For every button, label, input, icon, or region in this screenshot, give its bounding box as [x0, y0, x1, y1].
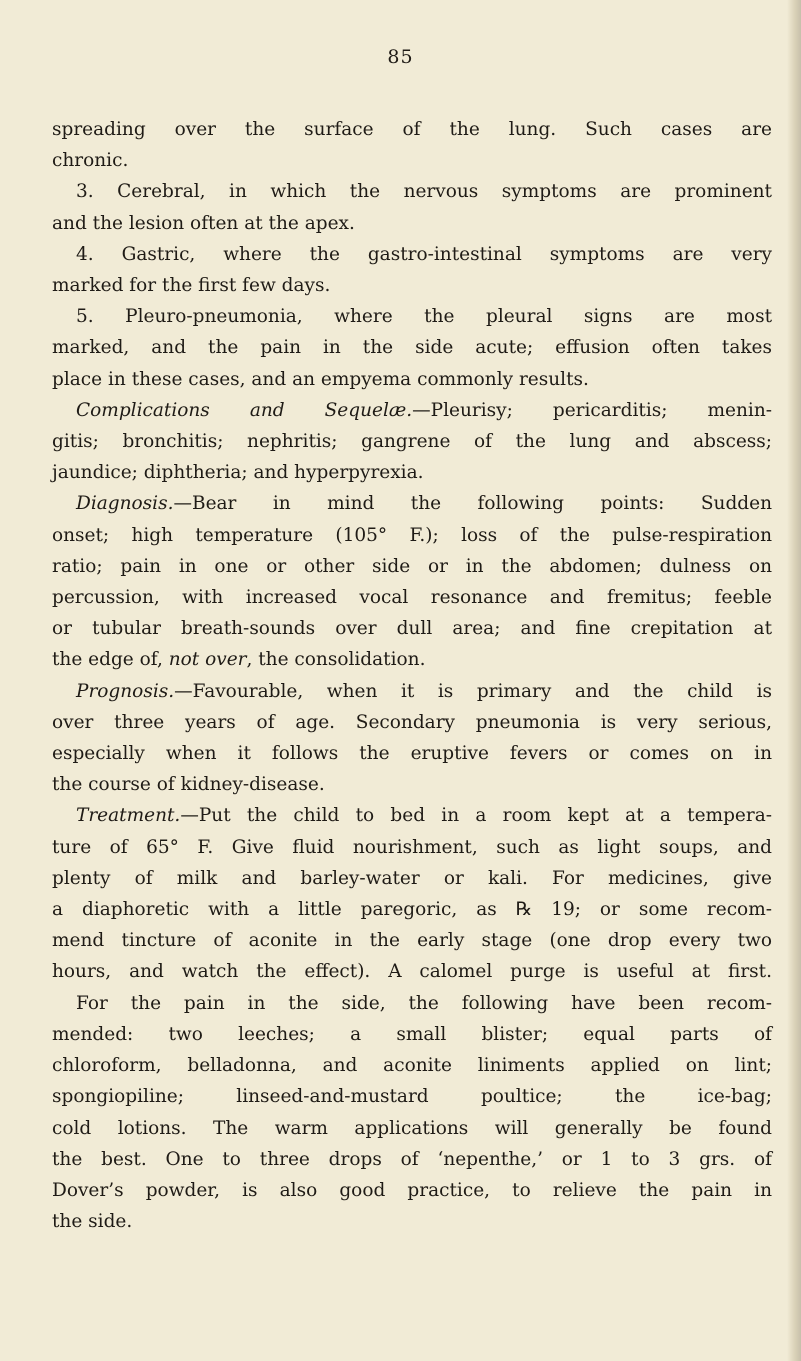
- section-heading-complications: Complications and Sequelæ.: [76, 399, 413, 421]
- text-line: mended: two leeches; a small blister; equal parts of: [52, 1023, 772, 1045]
- text-line: or tubular breath-sounds over dull area; and fine crepitation at: [52, 618, 772, 640]
- text-line: 4. Gastric, where the gastro-intestinal symptoms are very: [76, 243, 772, 265]
- section-heading-diagnosis: Diagnosis.: [76, 493, 174, 515]
- page-number: 85: [387, 46, 414, 68]
- text-line: place in these cases, and an empyema commonly results.: [52, 368, 589, 390]
- text-line: the edge of, not over, the consolidation.: [52, 649, 426, 671]
- text-line: spreading over the surface of the lung. Such cases are: [52, 119, 772, 140]
- text-line: 5. Pleuro-pneumonia, where the pleural signs are most: [76, 306, 772, 328]
- text-line: percussion, with increased vocal resonance and fremitus; feeble: [52, 587, 772, 609]
- text-line: For the pain in the side, the following have been recom-: [76, 992, 772, 1014]
- text-line: chronic.: [52, 150, 129, 172]
- text-line: Treatment.—Put the child to bed in a room kept at a tempera-: [76, 805, 772, 827]
- text-line: jaundice; diphtheria; and hyperpyrexia.: [52, 462, 424, 484]
- text-line: onset; high temperature (105° F.); loss of the pulse-respiration: [52, 524, 772, 546]
- text-line: hours, and watch the effect). A calomel purge is useful at first.: [52, 961, 772, 983]
- text-line: spongiopiline; linseed-and-mustard poultice; the ice-bag;: [52, 1086, 772, 1108]
- text-line: especially when it follows the eruptive fevers or comes on in: [52, 743, 772, 765]
- text-line: the best. One to three drops of ‘nepenthe,’ or 1 to 3 grs. of: [52, 1148, 772, 1170]
- text-line: ture of 65° F. Give fluid nourishment, such as light soups, and: [52, 836, 772, 858]
- text-line: Prognosis.—Favourable, when it is primary and the child is: [76, 680, 772, 702]
- section-heading-treatment: Treatment.: [76, 805, 181, 827]
- text-line: gitis; bronchitis; nephritis; gangrene of the lung and abscess;: [52, 431, 772, 453]
- text-line: over three years of age. Secondary pneumonia is very serious,: [52, 711, 772, 733]
- text-line: ratio; pain in one or other side or in the abdomen; dulness on: [52, 555, 772, 577]
- text-line: chloroform, belladonna, and aconite liniments applied on lint;: [52, 1055, 772, 1077]
- text-line: Diagnosis.—Bear in mind the following points: Sudden: [76, 493, 772, 515]
- text-line: Complications and Sequelæ.—Pleurisy; pericarditis; menin-: [76, 399, 772, 421]
- text-line: Dover’s powder, is also good practice, to relieve the pain in: [52, 1179, 772, 1201]
- section-heading-prognosis: Prognosis.: [76, 680, 175, 702]
- text-line: the side.: [52, 1211, 133, 1233]
- text-line: cold lotions. The warm applications will generally be found: [52, 1117, 772, 1139]
- text-line: marked, and the pain in the side acute; effusion often takes: [52, 337, 772, 359]
- text-line: 3. Cerebral, in which the nervous symptoms are prominent: [76, 181, 772, 203]
- emphasis-not-over: not over: [168, 649, 247, 671]
- body-text: [52, 114, 772, 1237]
- text-line: the course of kidney-disease.: [52, 774, 325, 796]
- text-line: mend tincture of aconite in the early stage (one drop every two: [52, 930, 772, 952]
- text-line: and the lesion often at the apex.: [52, 212, 355, 234]
- text-line: plenty of milk and barley-water or kali. For medicines, give: [52, 867, 772, 889]
- text-line: a diaphoretic with a little paregoric, as ℞ 19; or some recom-: [52, 899, 772, 921]
- text-line: marked for the first few days.: [52, 275, 331, 297]
- page-edge-shadow: [787, 0, 801, 1361]
